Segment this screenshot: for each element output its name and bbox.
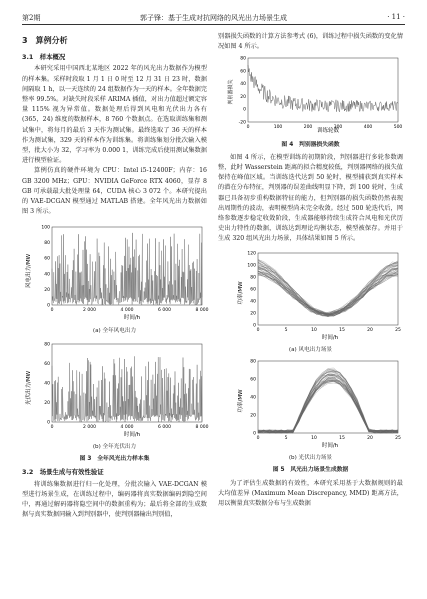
y-tick-label: 40 bbox=[250, 299, 256, 305]
y-tick-label: 80 bbox=[240, 56, 246, 62]
x-tick-label: 0 bbox=[256, 327, 260, 333]
scenario-curve bbox=[258, 375, 398, 434]
scenario-curve bbox=[258, 379, 398, 433]
scenario-curve bbox=[258, 370, 398, 433]
x-tick-label: 300 bbox=[333, 125, 343, 131]
wind-scenarios-chart bbox=[218, 249, 403, 341]
subsection-title-scenario: 3.2 场景生成与有效性验证 bbox=[22, 468, 104, 477]
scenario-curve bbox=[258, 259, 398, 313]
x-tick-label: 2 000 bbox=[83, 424, 96, 430]
scenario-curve bbox=[258, 261, 398, 313]
x-axis-label: 时间/h bbox=[321, 443, 339, 450]
plot-frame bbox=[248, 58, 398, 122]
scenario-curve bbox=[258, 375, 398, 434]
x-tick-label: 2 000 bbox=[83, 308, 96, 314]
scenario-curve bbox=[258, 267, 398, 315]
paragraph-continued: 别器损失函数的计算方法参考式 (6)，训练过程中损失函数的变化情况如图 4 所示。 bbox=[218, 33, 403, 51]
running-title: 郭子锋：基于生成对抗网络的风光出力场景生成 bbox=[140, 14, 287, 22]
right-column bbox=[218, 32, 403, 509]
wind-yearly-chart bbox=[22, 221, 207, 321]
y-tick-label: 60 bbox=[240, 69, 246, 75]
y-tick-label: 80 bbox=[44, 241, 50, 247]
x-tick-label: 25 bbox=[395, 436, 401, 442]
y-tick-label: 20 bbox=[44, 288, 50, 294]
y-tick-label: 0 bbox=[253, 323, 256, 329]
y-axis-label: 判别器损失 bbox=[228, 79, 234, 105]
y-tick-label: 80 bbox=[250, 275, 256, 281]
y-tick-label: 60 bbox=[44, 361, 50, 367]
x-tick-label: 4 000 bbox=[120, 424, 134, 430]
scenario-curve bbox=[258, 374, 398, 433]
y-tick-label: 60 bbox=[250, 377, 256, 383]
figure-5-caption: 图 5 风光出力场景生成数据 bbox=[272, 467, 349, 474]
x-tick-label: 8 000 bbox=[195, 308, 209, 314]
y-tick-label: 20 bbox=[250, 311, 256, 317]
x-axis-label: 时间/h bbox=[123, 431, 141, 438]
figure-5a-caption: (a) 风电出力场景 bbox=[288, 346, 333, 353]
subsection-title-sample: 3.1 样本概况 bbox=[22, 53, 66, 62]
scenario-curve bbox=[258, 382, 398, 433]
x-tick-label: 10 bbox=[311, 327, 317, 333]
x-axis-label: 时间/h bbox=[321, 334, 339, 341]
section-title: 3 算例分析 bbox=[22, 36, 68, 45]
issue-label: 第2期 bbox=[22, 14, 41, 22]
y-tick-label: 0 bbox=[47, 303, 50, 309]
pv-scenarios-chart bbox=[218, 357, 403, 449]
scenario-curve bbox=[258, 379, 398, 434]
scenario-curve bbox=[258, 371, 398, 432]
y-tick-label: 40 bbox=[240, 82, 246, 88]
y-tick-label: 0 bbox=[47, 420, 50, 426]
x-tick-label: 0 bbox=[50, 308, 54, 314]
scenario-curve bbox=[258, 378, 398, 433]
y-tick-label: 80 bbox=[44, 342, 50, 348]
y-axis-label: 光伏出力/MW bbox=[26, 370, 32, 405]
figure-5b-caption: (b) 光伏出力场景 bbox=[288, 455, 333, 462]
x-axis-label: 训练轮数 bbox=[316, 128, 340, 135]
scenario-curve bbox=[258, 377, 398, 432]
scenario-curve bbox=[258, 380, 398, 432]
figure-3 bbox=[22, 221, 207, 464]
scenario-curve bbox=[258, 381, 398, 433]
scenario-curve bbox=[258, 259, 398, 314]
series-line bbox=[52, 356, 202, 422]
y-tick-label: 0 bbox=[243, 108, 246, 114]
scenario-curve bbox=[258, 272, 398, 315]
x-tick-label: 10 bbox=[311, 436, 317, 442]
x-axis-label: 时间/h bbox=[123, 315, 141, 322]
scenario-curve bbox=[258, 262, 398, 313]
y-tick-label: 120 bbox=[247, 251, 256, 257]
x-tick-label: 0 bbox=[256, 436, 260, 442]
figure-5 bbox=[218, 249, 403, 476]
x-tick-label: 4 000 bbox=[120, 308, 134, 314]
scenario-curve bbox=[258, 381, 398, 433]
paragraph-mmd: 为了评估生成数据的有效性，本研究采用基于大数据规则的最大均值差异 (Maximum Mean Discrepancy, MMD) 距离方法，用以衡量真实数据分布与生成数据 bbox=[218, 479, 403, 508]
y-axis-label: 风电出力/MW bbox=[26, 254, 32, 289]
scenario-curve bbox=[258, 380, 398, 433]
x-tick-label: 20 bbox=[367, 327, 373, 333]
scenario-curve bbox=[258, 264, 398, 315]
x-tick-label: 200 bbox=[303, 125, 313, 131]
scenario-curve bbox=[258, 265, 398, 314]
paragraph-training: 如图 4 所示，在模型训练的初期阶段，判别器进行多轮参数调整，此时 Wasserstein 距离的拟合精度较低，判别器网络的损失值保持在峰值区域。当训练迭代达到 50 轮时，模型捕获到真实样本的潜在分布特征，判别器的误差曲线明显下降，到 100 轮时，生成器已具备初步重构数据特征的能力，但判别器的损失函数仍然表现出周期性的波动，表明模型尚未完全收敛。经过 500 轮迭代后，网络参数逐步稳定收敛阶段，生成器能够持续生成符合风电和光伏历史出力特性的数据，训练达到理论均衡状态，模型被保存。并用于生成 320 组风光出力场景，具体结果如图 5 所示。 bbox=[218, 153, 403, 243]
x-tick-label: 0 bbox=[246, 125, 250, 131]
scenario-curve bbox=[258, 260, 398, 313]
series-line bbox=[52, 233, 202, 305]
loss-curve bbox=[248, 66, 398, 113]
scenario-curve bbox=[258, 262, 398, 315]
scenario-curve bbox=[258, 377, 398, 433]
x-tick-label: 400 bbox=[363, 125, 373, 131]
x-tick-label: 20 bbox=[367, 436, 373, 442]
scenario-curve bbox=[258, 377, 398, 433]
y-tick-label: 80 bbox=[250, 359, 256, 365]
x-tick-label: 5 bbox=[284, 327, 288, 333]
x-tick-label: 100 bbox=[273, 125, 283, 131]
figure-4 bbox=[218, 54, 403, 149]
scenario-curve bbox=[258, 266, 398, 314]
scenario-curve bbox=[258, 374, 398, 433]
scenario-curve bbox=[258, 375, 398, 433]
scenario-curve bbox=[258, 374, 398, 433]
scenario-curve bbox=[258, 381, 398, 433]
y-tick-label: 60 bbox=[44, 257, 50, 263]
y-axis-label: 功率/MW bbox=[238, 281, 244, 305]
discriminator-loss-chart bbox=[218, 54, 403, 134]
x-tick-label: 6 000 bbox=[158, 424, 171, 430]
x-tick-label: 6 000 bbox=[158, 308, 171, 314]
x-tick-label: 15 bbox=[339, 327, 345, 333]
scenario-curve bbox=[258, 261, 398, 314]
x-tick-label: 8 000 bbox=[195, 424, 209, 430]
paragraph-sample: 本研究采用中国西北某地区 2022 年的风光出力数据作为模型的样本集。采样时段取 1 月 1 日 0 时至 12 月 31 日 23 时，数据间隔取 1 h，以一天连续的 24 组数据作为一天的样本。全年数据完整率 99.5%。对缺失时段采样 ARIMA 插值，对出力值超过额定容量 115% 视为异常值。数据处理后得到风电和光伏出力各有 (365，24) 维度的数据样本，8 760 个数据点。在选取训练集和测试集中，将每月的最后 3 天作为测试集。最终选取了 36 天的样本作为测试集，329 天的样本作为训练集。将训练集划分批次输入模型，批大小为 32，学习率为 0.000 1，训练完成后使用测试集数据进行模型验证。 bbox=[22, 65, 207, 165]
left-column bbox=[22, 32, 207, 520]
x-tick-label: 0 bbox=[50, 424, 54, 430]
scenario-curve bbox=[258, 262, 398, 314]
paragraph-scenario: 将训练集数据进行归一化处理，分批次输入 VAE-DCGAN 模型进行场景生成，在训练过程中，编码器将真实数据编码到隐空间中，再通过解码器将隐空间中的数据重构为；最后将全部的生成数据与真实数据同输入到判别器中，使判别器输出判别值， bbox=[22, 480, 207, 519]
scenario-curve bbox=[258, 381, 398, 433]
y-axis-label: 功率/MW bbox=[238, 389, 244, 413]
paragraph-hardware: 算例仿真的硬件环境为 CPU：Intel i5-12400F；内存：16 GB 3200 MHz；GPU：NVIDIA GeForce RTX 4060，显存 8 GB 可承载最大批处理量 64，CUDA 核心 3 072 个。本研究提出的 VAE-DCGAN 模型通过 MATLAB 搭建。全年风光出力数据如图 3 所示。 bbox=[22, 167, 207, 216]
scenario-curve bbox=[258, 263, 398, 313]
x-tick-label: 15 bbox=[339, 436, 345, 442]
scenario-curve bbox=[258, 266, 398, 316]
page-number: · 11 · bbox=[387, 13, 405, 21]
figure-4-caption: 图 4 判别器损失函数 bbox=[281, 141, 340, 148]
x-tick-label: 500 bbox=[393, 125, 403, 131]
y-tick-label: 20 bbox=[240, 95, 246, 101]
scenario-curve bbox=[258, 375, 398, 433]
y-tick-label: 100 bbox=[41, 225, 50, 231]
page-header bbox=[22, 10, 405, 25]
y-tick-label: 60 bbox=[250, 287, 256, 293]
y-tick-label: 0 bbox=[253, 431, 256, 437]
scenario-curve bbox=[258, 379, 398, 433]
figure-3a-caption: (a) 全年风电出力 bbox=[92, 327, 137, 334]
scenario-curve bbox=[258, 374, 398, 432]
y-tick-label: 100 bbox=[247, 263, 256, 269]
y-tick-label: 40 bbox=[44, 381, 50, 387]
x-tick-label: 25 bbox=[395, 327, 401, 333]
scenario-curve bbox=[258, 374, 398, 433]
figure-3-caption: 图 3 全年风光出力样本集 bbox=[79, 456, 150, 463]
y-tick-label: -20 bbox=[238, 120, 246, 126]
scenario-curve bbox=[258, 383, 398, 433]
y-tick-label: 40 bbox=[250, 395, 256, 401]
scenario-curve bbox=[258, 264, 398, 314]
y-tick-label: 20 bbox=[250, 413, 256, 419]
scenario-curve bbox=[258, 378, 398, 433]
scenario-curve bbox=[258, 260, 398, 314]
scenario-curve bbox=[258, 380, 398, 433]
scenario-curve bbox=[258, 381, 398, 433]
pv-yearly-chart bbox=[22, 338, 207, 438]
y-tick-label: 40 bbox=[44, 272, 50, 278]
figure-3b-caption: (b) 全年光伏出力 bbox=[92, 444, 137, 451]
scenario-curve bbox=[258, 380, 398, 433]
x-tick-label: 5 bbox=[284, 436, 288, 442]
y-tick-label: 20 bbox=[44, 400, 50, 406]
